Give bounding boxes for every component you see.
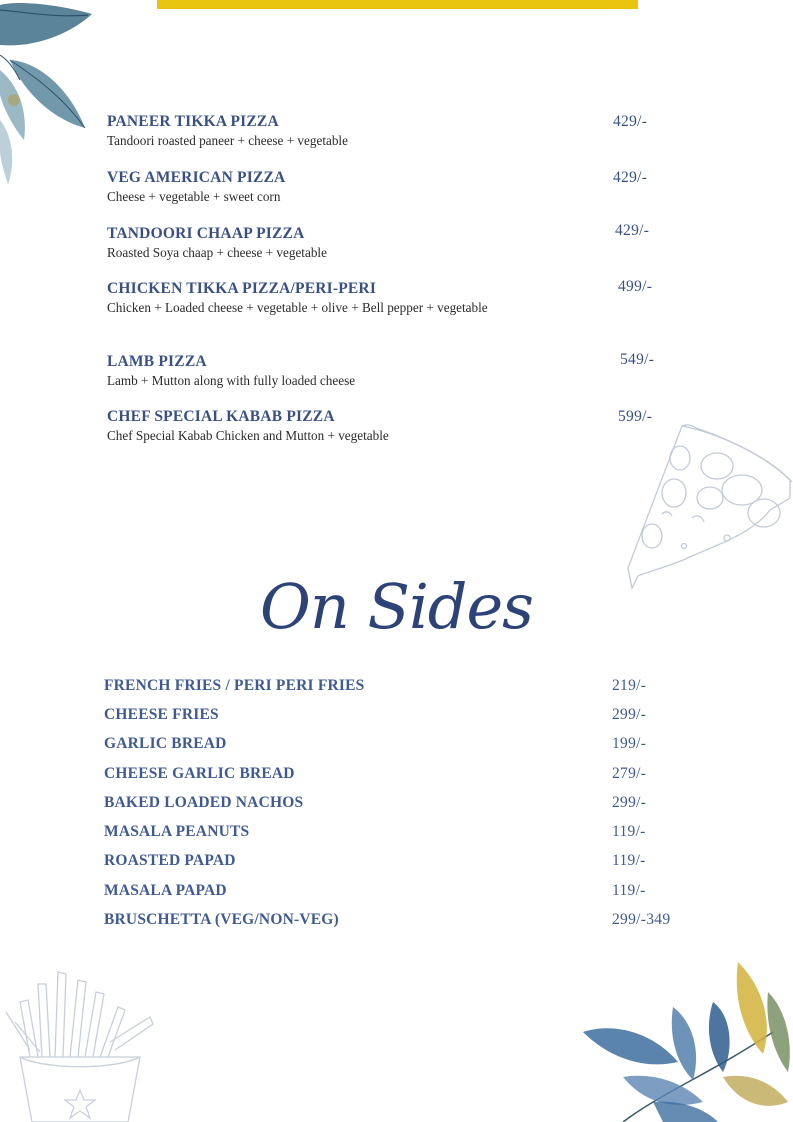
item-name: TANDOORI CHAAP PIZZA — [107, 225, 305, 242]
side-item-name: CHEESE FRIES — [104, 706, 219, 723]
item-price: 429/- — [613, 113, 648, 130]
side-item-price: 119/- — [612, 823, 646, 840]
menu-item — [107, 225, 527, 262]
item-description: Chef Special Kabab Chicken and Mutton + vegetable — [107, 428, 389, 443]
side-item-price: 299/-349 — [612, 911, 671, 928]
pizza-slice-sketch — [622, 418, 793, 593]
side-item — [104, 735, 694, 757]
top-accent-bar — [157, 0, 638, 9]
side-item-price: 219/- — [612, 677, 647, 694]
menu-item — [107, 353, 527, 390]
item-price: 549/- — [620, 351, 655, 368]
item-name: CHEF SPECIAL KABAB PIZZA — [107, 408, 335, 425]
side-item-price: 279/- — [612, 765, 647, 782]
side-item-price: 119/- — [612, 852, 646, 869]
item-description: Tandoori roasted paneer + cheese + vegetable — [107, 133, 348, 148]
side-item-name: BAKED LOADED NACHOS — [104, 794, 304, 811]
side-item — [104, 852, 694, 874]
side-item-name: CHEESE GARLIC BREAD — [104, 765, 295, 782]
item-description: Cheese + vegetable + sweet corn — [107, 189, 281, 204]
item-price: 499/- — [618, 278, 653, 295]
leaf-illustration-bottom-right — [583, 962, 793, 1122]
side-item — [104, 765, 694, 787]
side-item-name: BRUSCHETTA (VEG/NON-VEG) — [104, 911, 339, 928]
side-item-name: MASALA PEANUTS — [104, 823, 250, 840]
item-description: Roasted Soya chaap + cheese + vegetable — [107, 245, 327, 260]
leaf-illustration-top-left — [0, 0, 120, 190]
side-item — [104, 677, 694, 699]
item-price: 599/- — [618, 408, 653, 425]
item-name: CHICKEN TIKKA PIZZA/PERI-PERI — [107, 280, 377, 297]
fries-sketch — [0, 962, 160, 1122]
item-name: VEG AMERICAN PIZZA — [107, 169, 286, 186]
side-item — [104, 882, 694, 904]
item-name: PANEER TIKKA PIZZA — [107, 113, 279, 130]
section-title-sides: On Sides — [260, 570, 533, 643]
item-price: 429/- — [613, 169, 648, 186]
side-item-name: FRENCH FRIES / PERI PERI FRIES — [104, 677, 365, 694]
side-item-name: GARLIC BREAD — [104, 735, 227, 752]
menu-item — [107, 113, 527, 150]
side-item-name: ROASTED PAPAD — [104, 852, 236, 869]
side-item-price: 119/- — [612, 882, 646, 899]
side-item — [104, 706, 694, 728]
item-description: Chicken + Loaded cheese + vegetable + olive + Bell pepper + vegetable — [107, 300, 488, 315]
side-item-price: 199/- — [612, 735, 647, 752]
side-item — [104, 911, 694, 933]
side-item — [104, 823, 694, 845]
menu-item — [107, 280, 492, 317]
item-name: LAMB PIZZA — [107, 353, 207, 370]
side-item-name: MASALA PAPAD — [104, 882, 227, 899]
menu-item — [107, 169, 527, 206]
item-price: 429/- — [615, 222, 650, 239]
menu-item — [107, 408, 527, 445]
item-description: Lamb + Mutton along with fully loaded cheese — [107, 373, 356, 388]
side-item — [104, 794, 694, 816]
side-item-price: 299/- — [612, 794, 647, 811]
side-item-price: 299/- — [612, 706, 647, 723]
